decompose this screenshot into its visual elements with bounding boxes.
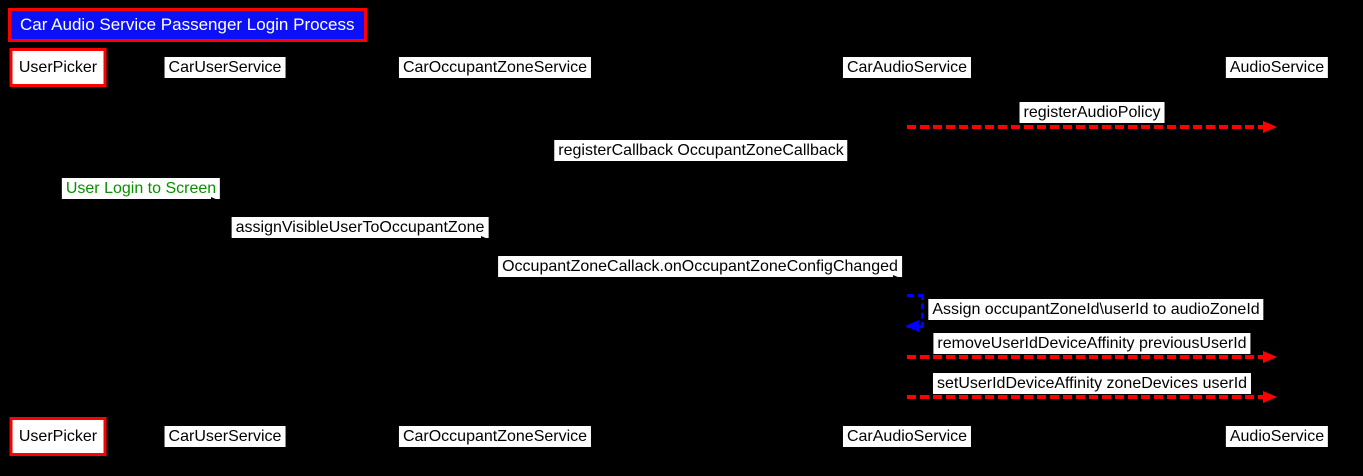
participant-audioservice-top: AudioService: [1226, 57, 1328, 78]
arrowhead-left-icon: [495, 159, 509, 171]
lifeline-caraudioservice: [906, 87, 908, 417]
message-arrow-removeuseriddeviceaffinity: [907, 355, 1263, 359]
message-label-removeuseriddeviceaffinity: removeUserIdDeviceAffinity previousUserId: [933, 333, 1250, 354]
message-label-setuseriddeviceaffinity: setUserIdDeviceAffinity zoneDevices userId: [933, 373, 1251, 394]
lifeline-caroccupantzoneservice: [494, 87, 496, 417]
participant-caruserservice-bottom: CarUserService: [165, 426, 286, 447]
arrowhead-right-icon: [1263, 351, 1277, 363]
participant-caraudioservice-top: CarAudioService: [843, 57, 971, 78]
participant-caraudioservice-bottom: CarAudioService: [843, 426, 971, 447]
participant-audioservice-bottom: AudioService: [1226, 426, 1328, 447]
participant-userpicker-bottom: [10, 417, 107, 456]
lifeline-caruserservice: [224, 87, 226, 417]
message-label-onoccupantzoneconfigchanged: OccupantZoneCallack.onOccupantZoneConfigChanged: [498, 256, 902, 277]
arrowhead-right-icon: [481, 236, 495, 248]
participant-label: UserPicker: [18, 58, 98, 76]
message-arrow-registercallback: [509, 163, 907, 167]
message-label-user-login: User Login to Screen: [62, 178, 220, 199]
participant-caruserservice-top: CarUserService: [165, 57, 286, 78]
arrowhead-right-icon: [1263, 121, 1277, 133]
message-arrow-onoccupantzoneconfigchanged: [495, 279, 893, 283]
arrowhead-right-icon: [211, 197, 225, 209]
arrowhead-right-icon: [1263, 391, 1277, 403]
lifeline-userpicker: [57, 87, 59, 417]
message-label-registeraudiopolicy: registerAudioPolicy: [1020, 102, 1165, 123]
message-label-assignvisibleuser: assignVisibleUserToOccupantZone: [232, 217, 489, 238]
lifeline-audioservice: [1276, 87, 1278, 417]
message-label-registercallback: registerCallback OccupantZoneCallback: [554, 140, 847, 161]
participant-userpicker-top: [10, 48, 107, 87]
participant-label: UserPicker: [18, 427, 98, 445]
message-arrow-user-login: [58, 201, 211, 205]
diagram-title: Car Audio Service Passenger Login Process: [8, 8, 367, 42]
message-arrow-assignvisibleuser: [225, 240, 481, 244]
participant-caroccupantzoneservice-bottom: CarOccupantZoneService: [399, 426, 591, 447]
participant-caroccupantzoneservice-top: CarOccupantZoneService: [399, 57, 591, 78]
message-label-assign-audiozoneid: Assign occupantZoneId\userId to audioZoneId: [928, 299, 1263, 320]
message-arrow-registeraudiopolicy: [907, 125, 1263, 129]
arrowhead-left-icon: [905, 320, 919, 332]
message-arrow-setuseriddeviceaffinity: [907, 395, 1263, 399]
arrowhead-right-icon: [893, 275, 907, 287]
